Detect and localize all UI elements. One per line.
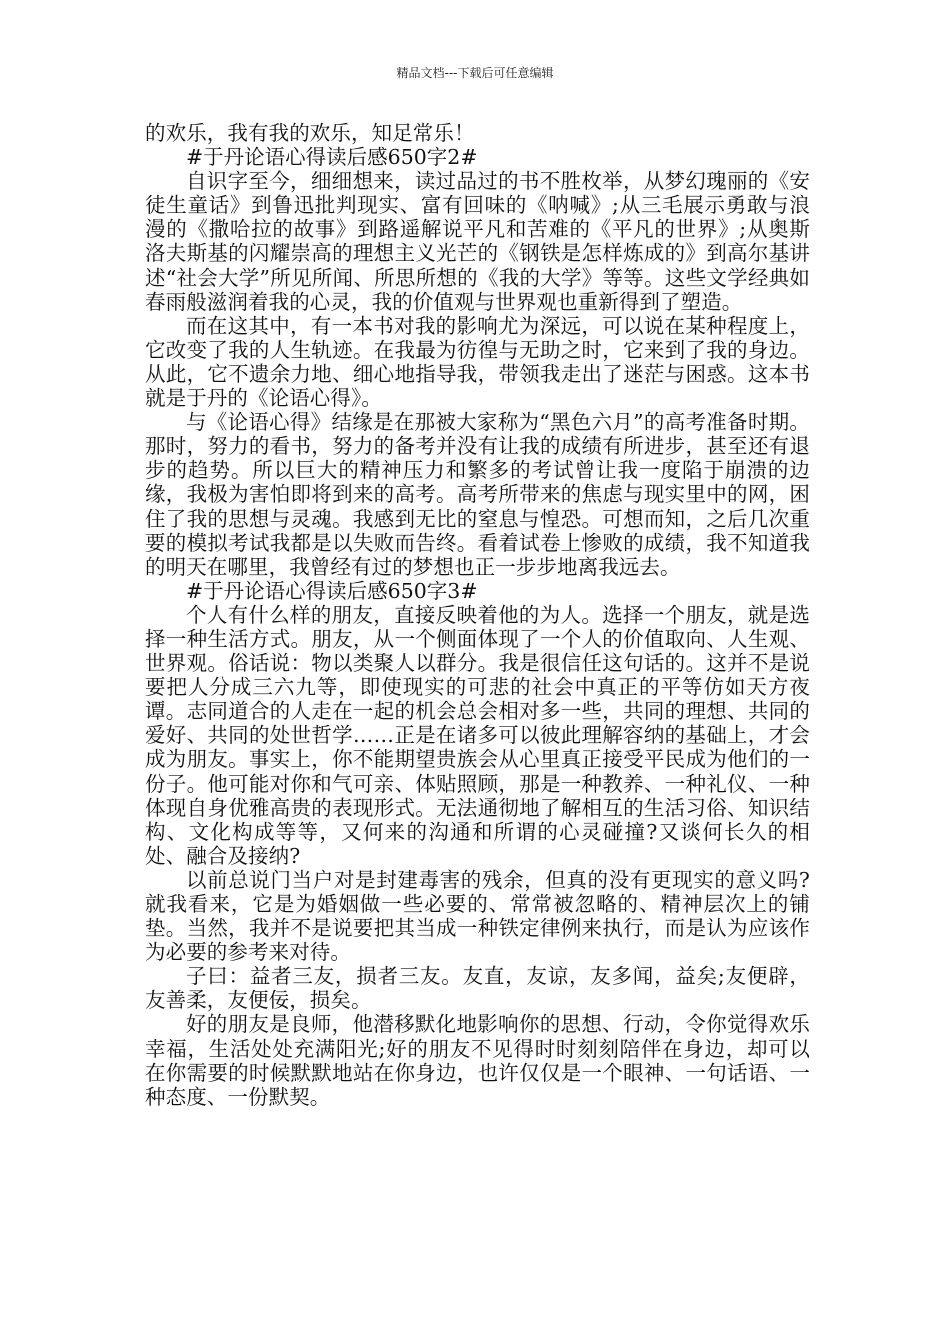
paragraph: 与《论语心得》结缘是在那被大家称为“黑色六月”的高考准备时期。那时，努力的看书，努力的备考并没有让我的成绩有所进步，甚至还有退步的趋势。所以巨大的精神压力和繁多的考试曾让我一度陷于崩溃的边缘，我极为害怕即将到来的高考。高考所带来的焦虑与现实里中的网，困住了我的思想与灵魂。我感到无比的窒息与惶恐。可想而知，之后几次重要的模拟考试我都是以失败而告终。看着试卷上惨败的成绩，我不知道我的明天在哪里，我曾经有过的梦想也正一步步地离我远去。 <box>145 410 810 579</box>
section-heading-3: #于丹论语心得读后感650字3# <box>186 578 478 603</box>
page-header: 精品文档---下载后可任意编辑 <box>396 66 554 80</box>
paragraph: 个人有什么样的朋友，直接反映着他的为人。选择一个朋友，就是选择一种生活方式。朋友，从一个侧面体现了一个人的价值取向、人生观、世界观。俗话说：物以类聚人以群分。我是很信任这句话的。这并不是说要把人分成三六九等，即使现实的可悲的社会中真正的平等仿如天方夜谭。志同道合的人走在一起的机会总会相对多一些，共同的理想、共同的爱好、共同的处世哲学……正是在诸多可以彼此理解容纳的基础上，才会成为朋友。事实上，你不能期望贵族会从心里真正接受平民成为他们的一份子。他可能对你和气可亲、体贴照顾，那是一种教养、一种礼仪、一种体现自身优雅高贵的表现形式。无法通彻地了解相互的生活习俗、知识结构、文化构成等等，又何来的沟通和所谓的心灵碰撞?又谈何长久的相处、融合及接纳? <box>145 602 810 868</box>
paragraph: 自识字至今，细细想来，读过品过的书不胜枚举，从梦幻瑰丽的《安徒生童话》到鲁迅批判现实、富有回味的《呐喊》;从三毛展示勇敢与浪漫的《撒哈拉的故事》到路遥解说平凡和苦难的《平凡的世界》;从奥斯洛夫斯基的闪耀崇高的理想主义光芒的《钢铁是怎样炼成的》到高尔基讲述“社会大学”所见所闻、所思所想的《我的大学》等等。这些文学经典如春雨般滋润着我的心灵，我的价值观与世界观也重新得到了塑造。 <box>145 169 810 314</box>
paragraph-continuation: 的欢乐，我有我的欢乐，知足常乐！ <box>145 121 475 145</box>
paragraph: 而在这其中，有一本书对我的影响尤为深远，可以说在某种程度上，它改变了我的人生轨迹。在我最为彷徨与无助之时，它来到了我的身边。从此，它不遗余力地、细心地指导我，带领我走出了迷茫与困惑。这本书就是于丹的《论语心得》。 <box>145 313 810 411</box>
paragraph: 好的朋友是良师，他潜移默化地影响你的思想、行动，令你觉得欢乐幸福，生活处处充满阳光;好的朋友不见得时时刻刻陪伴在身边，却可以在你需要的时候默默地站在你身边，也许仅仅是一个眼神、一句话语、一种态度、一份默契。 <box>145 1012 810 1109</box>
document-body <box>145 121 810 1109</box>
paragraph: 以前总说门当户对是封建毒害的残余，但真的没有更现实的意义吗?就我看来，它是为婚姻做一些必要的、常常被忽略的、精神层次上的铺垫。当然，我并不是说要把其当成一种铁定律例来执行，而是认为应该作为必要的参考来对待。 <box>145 867 810 965</box>
paragraph: 子曰：益者三友，损者三友。友直，友谅，友多闻，益矣;友便辟，友善柔，友便佞，损矣。 <box>145 964 810 1013</box>
section-heading-2: #于丹论语心得读后感650字2# <box>186 145 478 170</box>
